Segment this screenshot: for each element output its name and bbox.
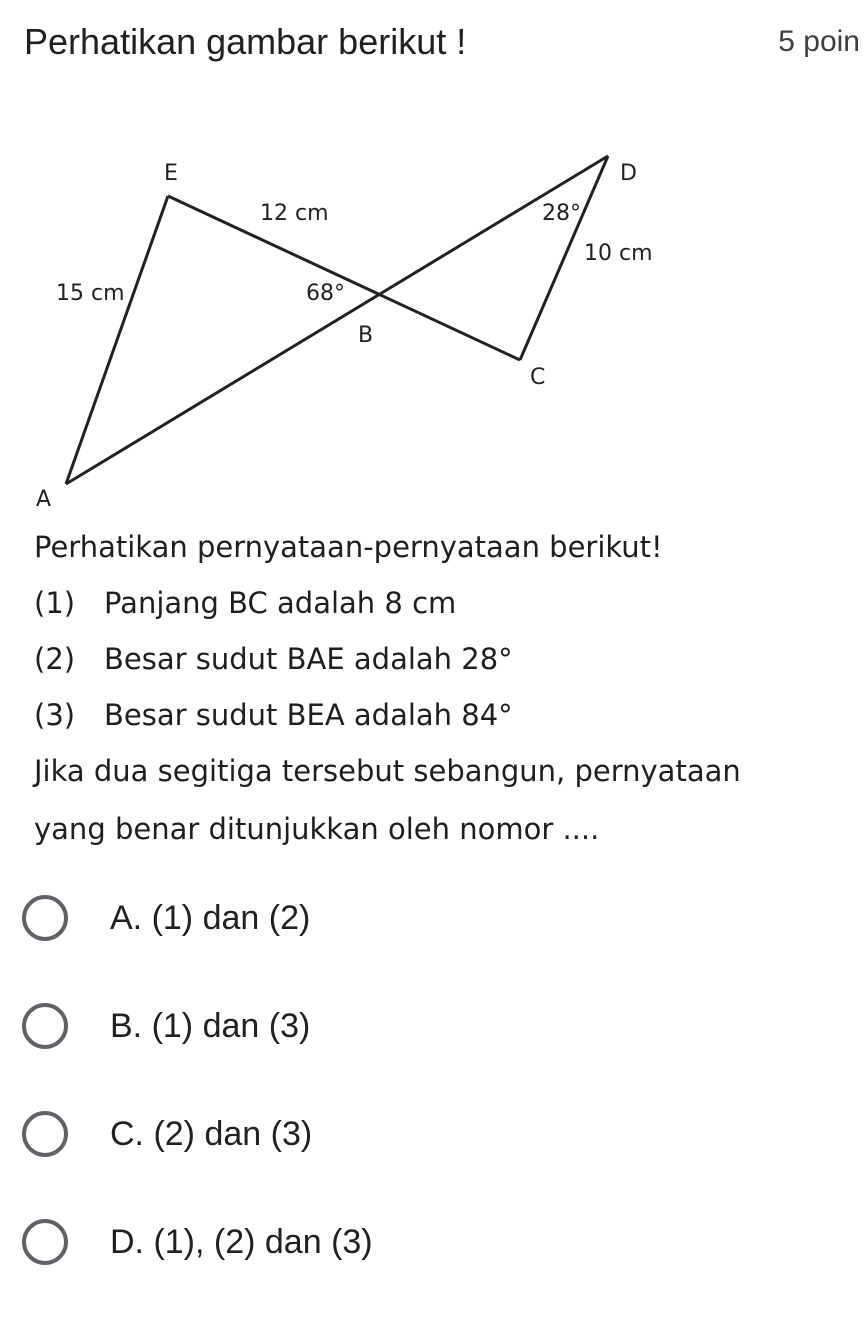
statement-text: Panjang BC adalah 8 cm — [104, 586, 457, 620]
segment-ec — [168, 196, 520, 360]
statement-1 — [34, 586, 456, 620]
statement-3 — [34, 698, 513, 732]
points-label: 5 poin — [778, 25, 860, 58]
option-d[interactable] — [22, 1212, 373, 1272]
statement-text: Besar sudut BEA adalah 84° — [104, 698, 513, 732]
statements-intro: Perhatikan pernyataan-pernyataan berikut! — [34, 530, 663, 564]
option-c[interactable] — [22, 1104, 312, 1164]
vertex-label-d: D — [620, 161, 637, 186]
option-label: A. (1) dan (2) — [110, 898, 311, 937]
option-label: B. (1) dan (3) — [110, 1006, 311, 1045]
radio-button[interactable] — [22, 1111, 68, 1157]
vertex-label-b: B — [358, 323, 374, 348]
option-label: D. (1), (2) dan (3) — [110, 1222, 373, 1261]
measure-dc: 10 cm — [584, 241, 653, 266]
triangles-diagram — [0, 140, 866, 520]
measure-eb: 12 cm — [260, 201, 329, 226]
radio-button[interactable] — [22, 1003, 68, 1049]
measure-ae: 15 cm — [56, 281, 125, 306]
segment-ae — [66, 196, 168, 484]
statement-2 — [34, 642, 513, 676]
option-a[interactable] — [22, 888, 310, 948]
statement-text: Besar sudut BAE adalah 28° — [104, 642, 513, 676]
question-figure — [0, 140, 866, 860]
segment-ad — [66, 156, 608, 484]
statement-number: (3) — [34, 698, 76, 732]
question-title: Perhatikan gambar berikut ! — [24, 21, 467, 62]
vertex-label-c: C — [530, 365, 546, 390]
radio-button[interactable] — [22, 895, 68, 941]
vertex-label-e: E — [164, 161, 178, 186]
question-line-2: yang benar ditunjukkan oleh nomor .... — [34, 812, 600, 846]
measure-angle-d: 28° — [542, 201, 581, 226]
measure-angle-b: 68° — [306, 281, 345, 306]
option-b[interactable] — [22, 996, 310, 1056]
question-line-1: Jika dua segitiga tersebut sebangun, pernyataan — [34, 754, 741, 788]
statement-number: (2) — [34, 642, 76, 676]
radio-button[interactable] — [22, 1219, 68, 1265]
vertex-label-a: A — [36, 487, 52, 512]
option-label: C. (2) dan (3) — [110, 1114, 313, 1153]
statement-number: (1) — [34, 586, 76, 620]
